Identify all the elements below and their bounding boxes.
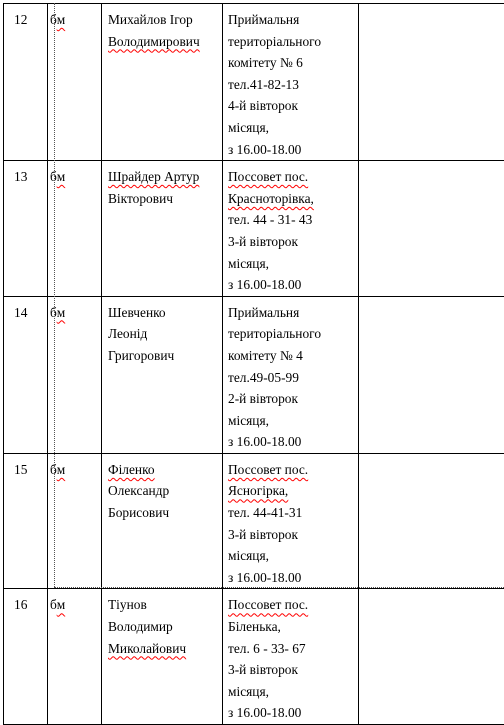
name-line-3: Борисович bbox=[108, 502, 218, 524]
reception-day: 3-й вівторок bbox=[228, 524, 354, 546]
name-line-2: Володимирович bbox=[108, 31, 218, 53]
reception-cell bbox=[223, 296, 359, 453]
name-line-3: Григорович bbox=[108, 345, 218, 367]
name-line-2: Олександр bbox=[108, 480, 218, 502]
text-boundary-horizontal bbox=[54, 587, 504, 588]
district-cell bbox=[48, 589, 102, 725]
reception-line: Приймальня bbox=[228, 302, 354, 324]
reception-cell bbox=[223, 161, 359, 297]
reception-line: місяця, bbox=[228, 117, 354, 139]
district-letter: б bbox=[50, 597, 57, 612]
reception-day: 2-й вівторок bbox=[228, 388, 354, 410]
reception-hours: з 16.00-18.00 bbox=[228, 274, 354, 296]
row-number: 15 bbox=[14, 462, 27, 477]
reception-line: місяця, bbox=[228, 253, 354, 275]
reception-line: Поссовет пос. bbox=[228, 459, 354, 481]
reception-day: 3-й вівторок bbox=[228, 659, 354, 681]
reception-line: територіального bbox=[228, 323, 354, 345]
reception-hours: з 16.00-18.00 bbox=[228, 702, 354, 724]
district-cell bbox=[48, 161, 102, 297]
row-number-cell bbox=[4, 296, 48, 453]
text-boundary-vertical bbox=[54, 3, 55, 587]
district-cell bbox=[48, 296, 102, 453]
district-letter: б bbox=[50, 12, 57, 27]
row-number: 16 bbox=[14, 597, 27, 612]
district-suffix: м bbox=[57, 462, 65, 477]
reception-hours: з 16.00-18.00 bbox=[228, 567, 354, 589]
name-line-1: Шевченко bbox=[108, 302, 218, 324]
reception-line: місяця, bbox=[228, 681, 354, 703]
district-letter: б bbox=[50, 305, 57, 320]
reception-cell bbox=[223, 4, 359, 161]
deputy-name-cell bbox=[102, 589, 223, 725]
reception-phone: тел.49-05-99 bbox=[228, 367, 354, 389]
reception-line: місяця, bbox=[228, 410, 354, 432]
table-row bbox=[4, 589, 504, 725]
deputies-table bbox=[3, 3, 504, 725]
reception-line: Приймальня bbox=[228, 9, 354, 31]
reception-day: 4-й вівторок bbox=[228, 95, 354, 117]
empty-cell bbox=[359, 296, 504, 453]
district-suffix: м bbox=[57, 169, 65, 184]
reception-hours: з 16.00-18.00 bbox=[228, 431, 354, 453]
name-line-3: Миколайович bbox=[108, 638, 218, 660]
reception-line: територіального bbox=[228, 31, 354, 53]
reception-cell bbox=[223, 589, 359, 725]
table-row bbox=[4, 453, 504, 589]
deputy-name-cell bbox=[102, 453, 223, 589]
name-line-1: Тіунов bbox=[108, 594, 218, 616]
reception-line: Ясногірка, bbox=[228, 480, 354, 502]
district-suffix: м bbox=[57, 305, 65, 320]
deputy-name-cell bbox=[102, 4, 223, 161]
deputy-name-cell bbox=[102, 161, 223, 297]
row-number-cell bbox=[4, 589, 48, 725]
table-row bbox=[4, 161, 504, 297]
reception-line: Поссовет пос. bbox=[228, 594, 354, 616]
table-row bbox=[4, 296, 504, 453]
reception-phone: тел. 44-41-31 bbox=[228, 502, 354, 524]
district-letter: б bbox=[50, 169, 57, 184]
reception-line: комітету № 4 bbox=[228, 345, 354, 367]
name-line-1: Філенко bbox=[108, 459, 218, 481]
empty-cell bbox=[359, 161, 504, 297]
empty-cell bbox=[359, 4, 504, 161]
row-number: 13 bbox=[14, 169, 27, 184]
deputy-name-cell bbox=[102, 296, 223, 453]
row-number-cell bbox=[4, 4, 48, 161]
name-line-1: Шрайдер Артур bbox=[108, 166, 218, 188]
reception-phone: тел. 6 - 33- 67 bbox=[228, 638, 354, 660]
name-line-2: Вікторович bbox=[108, 188, 218, 210]
reception-line: комітету № 6 bbox=[228, 52, 354, 74]
reception-phone: тел. 44 - 31- 43 bbox=[228, 209, 354, 231]
name-line-2: Леонід bbox=[108, 323, 218, 345]
reception-phone: тел.41-82-13 bbox=[228, 74, 354, 96]
reception-line: Красноторівка, bbox=[228, 188, 354, 210]
row-number: 12 bbox=[14, 12, 27, 27]
district-cell bbox=[48, 4, 102, 161]
row-number: 14 bbox=[14, 305, 27, 320]
empty-cell bbox=[359, 589, 504, 725]
reception-line: місяця, bbox=[228, 545, 354, 567]
reception-day: 3-й вівторок bbox=[228, 231, 354, 253]
table-row bbox=[4, 4, 504, 161]
district-suffix: м bbox=[57, 597, 65, 612]
empty-cell bbox=[359, 453, 504, 589]
reception-line: Біленька, bbox=[228, 616, 354, 638]
row-number-cell bbox=[4, 161, 48, 297]
name-line-2: Володимир bbox=[108, 616, 218, 638]
reception-line: Поссовет пос. bbox=[228, 166, 354, 188]
reception-hours: з 16.00-18.00 bbox=[228, 139, 354, 161]
deputy-surname-firstname bbox=[108, 9, 218, 31]
district-suffix: м bbox=[57, 12, 65, 27]
name-line-1: Михайлов Ігор bbox=[108, 12, 193, 27]
row-number-cell bbox=[4, 453, 48, 589]
district-cell bbox=[48, 453, 102, 589]
reception-cell bbox=[223, 453, 359, 589]
district-letter: б bbox=[50, 462, 57, 477]
